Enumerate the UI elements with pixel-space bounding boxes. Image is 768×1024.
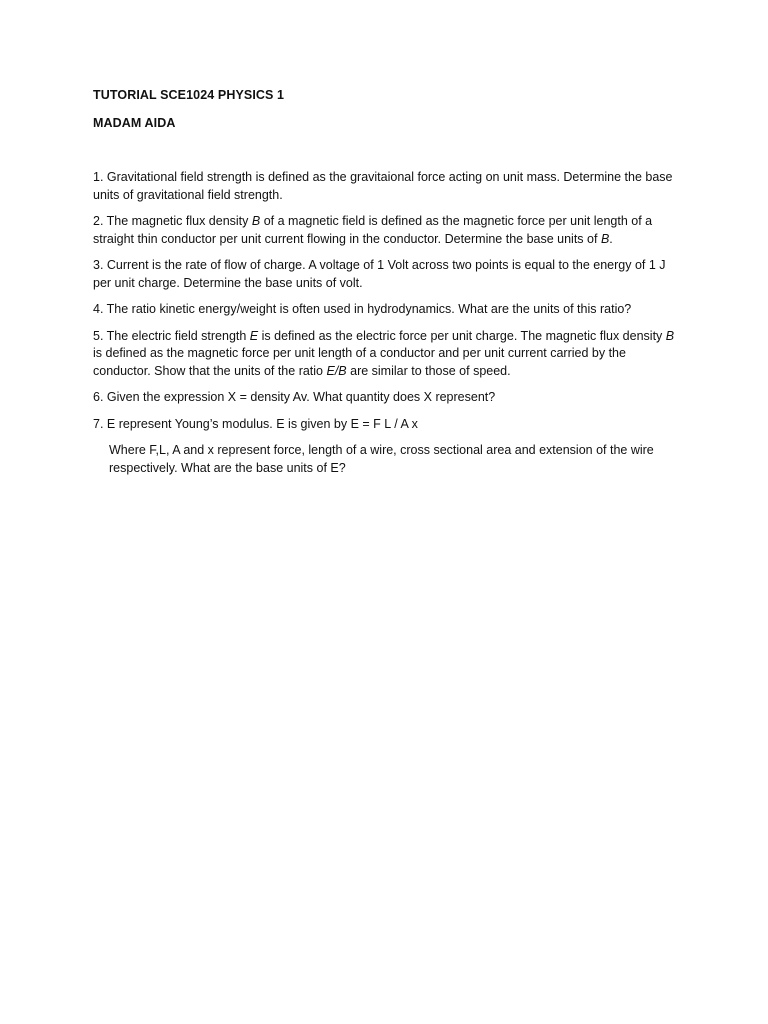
author-name: MADAM AIDA — [93, 116, 176, 130]
question-7: 7. E represent Young’s modulus. E is given by E = F L / A x — [93, 416, 418, 431]
question-7-continuation: Where F,L, A and x represent force, length of a wire, cross sectional area and extension of the wire respectively. What are the base units of E? — [109, 443, 654, 475]
question-1: 1. Gravitational field strength is defined as the gravitaional force acting on unit mass. Determine the base units of gravitational field strength. — [93, 170, 673, 202]
question-6: 6. Given the expression X = density Av. What quantity does X represent? — [93, 390, 496, 404]
question-4: 4. The ratio kinetic energy/weight is often used in hydrodynamics. What are the units of this ratio? — [93, 302, 632, 316]
question-3: 3. Current is the rate of flow of charge. A voltage of 1 Volt across two points is equal to the energy of 1 J per unit charge. Determine the base units of volt. — [93, 258, 666, 290]
question-5: 5. The electric field strength E is defined as the electric force per unit charge. The magnetic flux density B is defined as the magnetic force per unit length of a conductor and per unit current carried by the conductor. Show that the units of the ratio E/B are similar to those of speed. — [93, 328, 675, 378]
document-title: TUTORIAL SCE1024 PHYSICS 1 — [93, 88, 285, 102]
question-2: 2. The magnetic flux density B of a magnetic field is defined as the magnetic force per unit length of a straight thin conductor per unit current flowing in the conductor. Determine the base units of B. — [93, 214, 653, 246]
question-list — [93, 169, 675, 477]
